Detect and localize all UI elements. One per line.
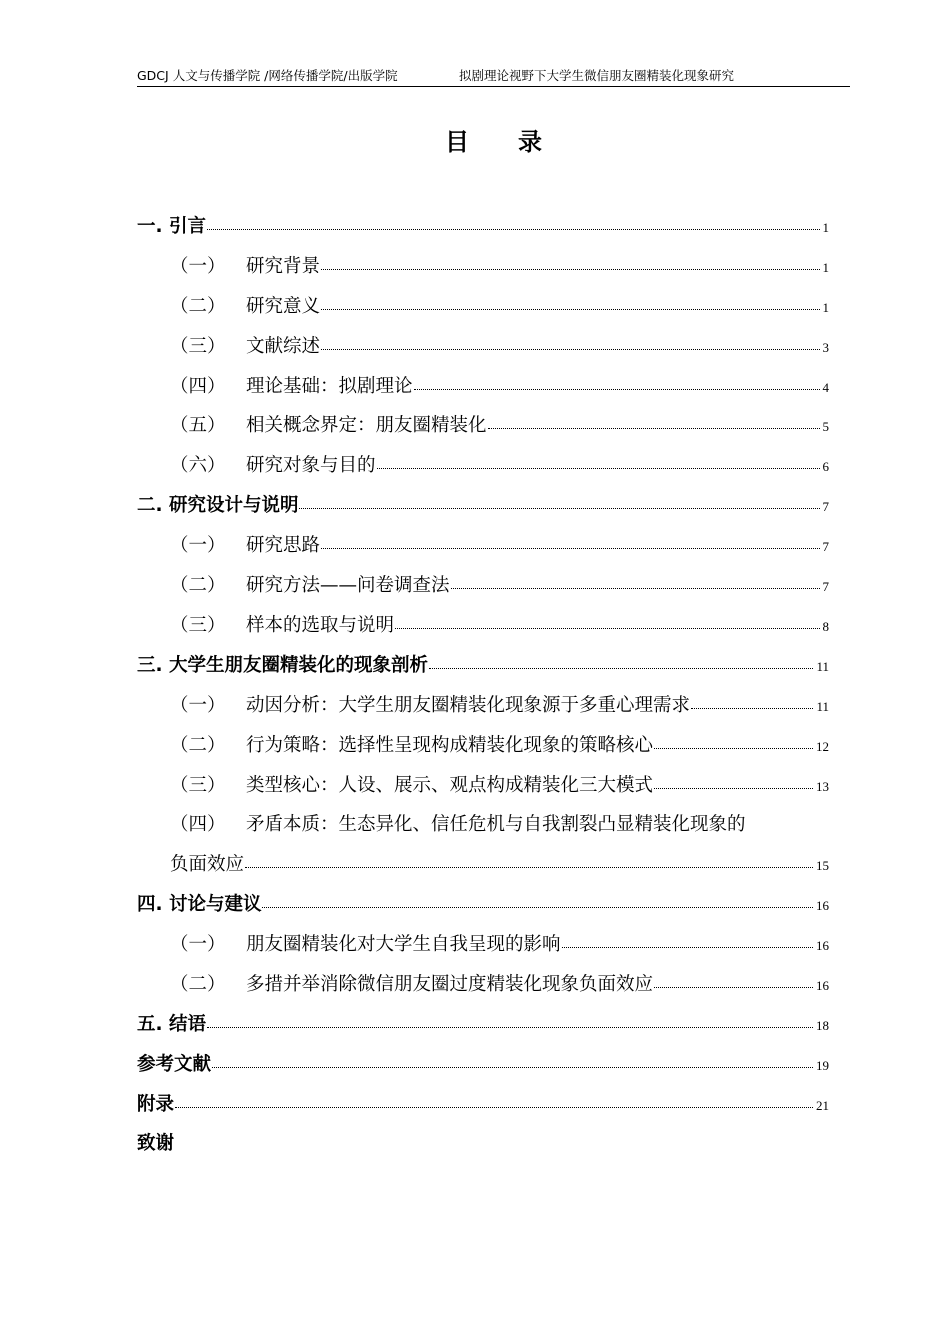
page-header — [137, 66, 850, 87]
toc-leader — [321, 309, 819, 310]
toc-entry-label: 二. 研究设计与说明 — [137, 495, 299, 516]
toc-leader — [654, 788, 813, 789]
toc-leader — [207, 1027, 813, 1028]
toc-leader — [212, 1067, 813, 1068]
toc-entry-number: （四） — [170, 814, 226, 835]
toc-page-number: 18 — [816, 1018, 829, 1033]
toc-title-char-2: 录 — [518, 127, 543, 156]
toc-entry-research-object[interactable] — [170, 446, 829, 486]
toc-entry-label: 负面效应 — [170, 854, 245, 875]
toc-leader — [175, 1107, 813, 1108]
toc-entry-acknowledgements[interactable] — [137, 1124, 829, 1164]
toc-leader — [654, 987, 813, 988]
toc-entry-phenomenon-analysis[interactable] — [137, 646, 829, 686]
toc-entry-motivation-analysis[interactable] — [170, 686, 829, 726]
toc-entry-label: 朋友圈精装化对大学生自我呈现的影响 — [246, 934, 561, 955]
toc-entry-label: 研究背景 — [246, 256, 321, 277]
toc-entry-number: （六） — [170, 455, 226, 476]
toc-entry-research-method[interactable] — [170, 566, 829, 606]
toc-page-number: 3 — [822, 340, 829, 355]
toc-leader — [299, 508, 819, 509]
toc-page-number: 12 — [816, 739, 829, 754]
toc-entry-number: （四） — [170, 376, 226, 397]
toc-leader — [245, 867, 813, 868]
toc-page-number: 11 — [816, 699, 829, 714]
toc-entry-label: 矛盾本质：生态异化、信任危机与自我割裂凸显精装化现象的 — [246, 814, 746, 835]
toc-entry-label: 研究意义 — [246, 296, 321, 317]
toc-entry-label: 研究对象与目的 — [246, 455, 376, 476]
toc-page-number: 7 — [822, 539, 829, 554]
toc-entry-label: 文献综述 — [246, 336, 321, 357]
toc-entry-number: （二） — [170, 735, 226, 756]
toc-entry-references[interactable] — [137, 1045, 829, 1085]
toc-page-number: 1 — [822, 300, 829, 315]
toc-entry-number: （一） — [170, 695, 226, 716]
toc-entry-label: 类型核心：人设、展示、观点构成精装化三大模式 — [246, 775, 654, 796]
toc-leader — [451, 588, 820, 589]
toc-leader — [654, 748, 813, 749]
toc-leader — [429, 668, 813, 669]
toc-entry-number: （三） — [170, 336, 226, 357]
toc-page-number: 8 — [822, 619, 829, 634]
toc-page-number: 5 — [822, 419, 829, 434]
toc-entry-contradiction-nature[interactable] — [170, 805, 850, 845]
toc-title-char-1: 目 — [445, 127, 470, 156]
toc-entry-contradiction-nature-continued[interactable] — [170, 845, 829, 885]
header-institution: GDCJ 人文与传播学院 /网络传播学院/出版学院 — [137, 68, 398, 83]
toc-leader — [207, 229, 820, 230]
toc-entry-impact[interactable] — [170, 925, 829, 965]
toc-entry-introduction[interactable] — [137, 207, 829, 247]
toc-entry-type-core[interactable] — [170, 766, 829, 806]
header-thesis-title: 拟剧理论视野下大学生微信朋友圈精装化现象研究 — [459, 68, 735, 83]
toc-leader — [562, 947, 813, 948]
toc-leader — [321, 349, 819, 350]
toc-page-number: 11 — [816, 659, 829, 674]
toc-page-number: 1 — [822, 220, 829, 235]
toc-page-number: 4 — [822, 380, 829, 395]
toc-entry-measures[interactable] — [170, 965, 829, 1005]
toc-entry-label: 附录 — [137, 1094, 175, 1115]
toc-entry-number: （三） — [170, 775, 226, 796]
toc-page-number: 16 — [816, 898, 829, 913]
toc-entry-theoretical-basis[interactable] — [170, 367, 829, 407]
toc-entry-conclusion[interactable] — [137, 1005, 829, 1045]
toc-leader — [321, 269, 819, 270]
toc-leader — [691, 708, 813, 709]
toc-entry-label: 一. 引言 — [137, 216, 206, 237]
toc-entry-label: 参考文献 — [137, 1054, 212, 1075]
toc-entry-label: 研究方法——问卷调查法 — [246, 575, 450, 596]
toc-entry-label: 四. 讨论与建议 — [137, 894, 262, 915]
toc-page-number: 13 — [816, 779, 829, 794]
toc-entry-sample-selection[interactable] — [170, 606, 829, 646]
toc-page-number: 19 — [816, 1058, 829, 1073]
toc-entry-number: （二） — [170, 575, 226, 596]
toc-entry-literature-review[interactable] — [170, 327, 829, 367]
toc-page-number: 16 — [816, 978, 829, 993]
toc-entry-number: （二） — [170, 974, 226, 995]
toc-entry-label: 三. 大学生朋友圈精装化的现象剖析 — [137, 655, 428, 676]
toc-entry-research-design[interactable] — [137, 486, 829, 526]
toc-entry-label: 五. 结语 — [137, 1014, 206, 1035]
toc-entry-appendix[interactable] — [137, 1085, 829, 1125]
toc-entry-concept-definition[interactable] — [170, 406, 829, 446]
toc-entry-number: （一） — [170, 256, 226, 277]
toc-entry-number: （五） — [170, 415, 226, 436]
toc-page-number: 7 — [822, 579, 829, 594]
toc-entry-label: 行为策略：选择性呈现构成精装化现象的策略核心 — [246, 735, 654, 756]
toc-entry-number: （一） — [170, 535, 226, 556]
toc-entry-discussion[interactable] — [137, 885, 829, 925]
toc-entry-label: 样本的选取与说明 — [246, 615, 395, 636]
toc-entry-research-background[interactable] — [170, 247, 829, 287]
toc-entry-label: 多措并举消除微信朋友圈过度精装化现象负面效应 — [246, 974, 654, 995]
toc-page-number: 1 — [822, 260, 829, 275]
toc-page-number: 7 — [822, 499, 829, 514]
toc-leader — [321, 548, 819, 549]
toc-leader — [262, 907, 813, 908]
toc-entry-research-significance[interactable] — [170, 287, 829, 327]
toc-leader — [377, 468, 820, 469]
toc-entry-label: 相关概念界定：朋友圈精装化 — [246, 415, 487, 436]
toc-leader — [488, 428, 820, 429]
toc-page-number: 16 — [816, 938, 829, 953]
toc-entry-label: 致谢 — [137, 1133, 175, 1154]
toc-leader — [414, 389, 820, 390]
toc-page-number: 21 — [816, 1098, 829, 1113]
toc-entry-number: （二） — [170, 296, 226, 317]
toc-page-number: 6 — [822, 459, 829, 474]
toc-leader — [395, 628, 819, 629]
toc-entry-number: （一） — [170, 934, 226, 955]
toc-page-number: 15 — [816, 858, 829, 873]
toc-entry-number: （三） — [170, 615, 226, 636]
toc-entry-label: 理论基础：拟剧理论 — [246, 376, 413, 397]
toc-title — [0, 122, 950, 162]
toc-entry-behavior-strategy[interactable] — [170, 726, 829, 766]
toc-entry-label: 研究思路 — [246, 535, 321, 556]
toc-entry-label: 动因分析：大学生朋友圈精装化现象源于多重心理需求 — [246, 695, 691, 716]
toc-entry-research-approach[interactable] — [170, 526, 829, 566]
